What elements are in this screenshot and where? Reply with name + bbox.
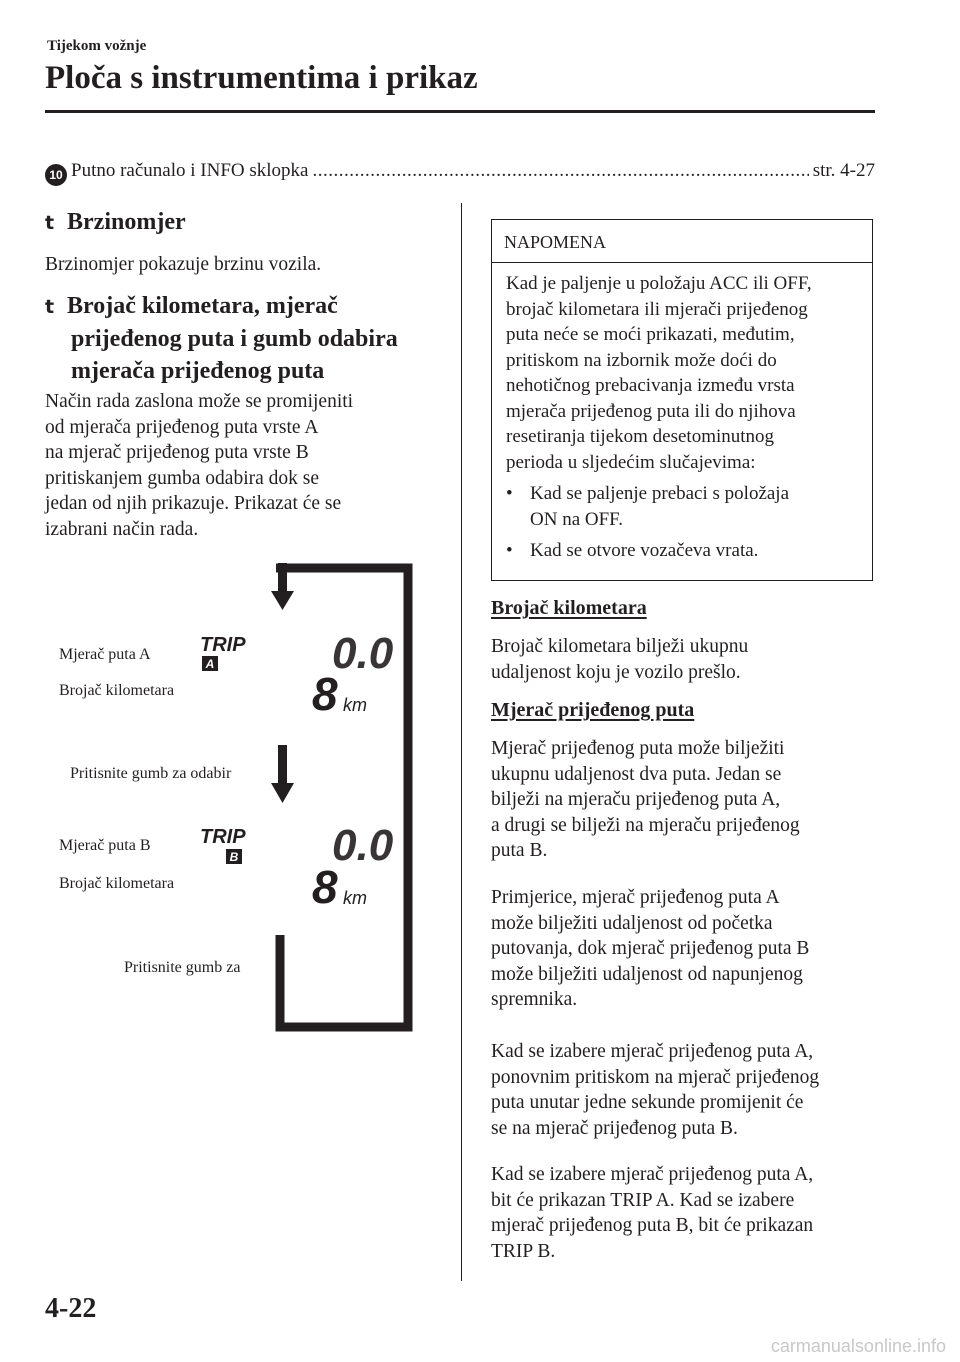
odometer-subhead: Brojač kilometara bbox=[491, 597, 647, 619]
speedometer-heading bbox=[45, 206, 186, 239]
text-line: može bilježiti udaljenost od napunjenog bbox=[491, 963, 803, 985]
note-line: brojač kilometara ili mjerači prijeđenog bbox=[506, 298, 808, 320]
text-line: na mjerač prijeđenog puta vrste B bbox=[45, 442, 309, 463]
text-line: Mjerač prijeđenog puta može bilježiti bbox=[491, 738, 785, 759]
text-line: mjerač prijeđenog puta B, bit će prikazan bbox=[491, 1215, 814, 1236]
trip-b-letter: B bbox=[229, 850, 239, 864]
note-line: resetiranja tijekom desetominutnog bbox=[506, 426, 775, 447]
text-line: Brojač kilometara bilježi ukupnu bbox=[491, 636, 749, 657]
note-bullet-item bbox=[506, 481, 860, 532]
section-bullet-icon: t bbox=[45, 212, 55, 234]
text-line: jedan od njih prikazuje. Prikazat će se bbox=[45, 493, 342, 514]
trip-b-value: 0.0 bbox=[332, 821, 394, 870]
note-body bbox=[492, 263, 872, 564]
section-bullet-icon: t bbox=[45, 296, 55, 318]
speedometer-text: Brzinomjer pokazuje brzinu vozila. bbox=[45, 254, 322, 275]
note-line: puta neće se moći prikazati, međutim, bbox=[506, 324, 795, 345]
note-bullet-text: Kad se otvore vozačeva vrata. bbox=[530, 540, 759, 561]
toc-page-ref: str. 4-27 bbox=[812, 160, 875, 181]
bullet-dot-icon: • bbox=[506, 483, 513, 504]
note-bullet-text: Kad se paljenje prebaci s položaja bbox=[530, 483, 790, 504]
toc-text: Putno računalo i INFO sklopka bbox=[71, 160, 309, 181]
trip-paragraph-1 bbox=[491, 736, 800, 864]
text-line: putovanja, dok mjerač prijeđenog puta B bbox=[491, 938, 810, 959]
trip-a-text: TRIP bbox=[200, 634, 246, 656]
trip-meter-subhead: Mjerač prijeđenog puta bbox=[491, 699, 695, 721]
toc-leader-dots bbox=[312, 160, 808, 182]
label-trip-b: Mjerač puta B bbox=[59, 837, 151, 854]
text-line: a drugi se bilježi na mjeraču prijeđenog bbox=[491, 814, 800, 836]
trip-paragraph-3 bbox=[491, 1039, 819, 1141]
note-box bbox=[491, 219, 873, 581]
text-line: ponovnim pritiskom na mjerač prijeđenog bbox=[491, 1066, 820, 1088]
circled-number-icon: 10 bbox=[45, 164, 67, 186]
text-line: puta unutar jedne sekunde promijenit će bbox=[491, 1092, 804, 1113]
text-line: spremnika. bbox=[491, 989, 578, 1010]
trip-paragraph-2 bbox=[491, 885, 809, 1013]
note-line: perioda u sljedećim slučajevima: bbox=[506, 451, 756, 473]
odometer-heading bbox=[45, 290, 398, 387]
note-bullet-text: ON na OFF. bbox=[530, 508, 623, 530]
odometer-heading-line: mjerača prijeđenog puta bbox=[71, 358, 325, 384]
speedometer-heading-text: Brzinomjer bbox=[67, 209, 186, 235]
text-line: bit će prikazan TRIP A. Kad se izabere bbox=[491, 1189, 795, 1211]
label-press-select: Pritisnite gumb za odabir bbox=[70, 765, 232, 782]
note-line: Kad je paljenje u položaju ACC ili OFF, bbox=[506, 273, 812, 294]
text-line: Kad se izabere mjerač prijeđenog puta A, bbox=[491, 1041, 814, 1062]
label-trip-a: Mjerač puta A bbox=[59, 646, 151, 663]
text-line: se na mjerač prijeđenog puta B. bbox=[491, 1117, 738, 1139]
text-line: ukupnu udaljenost dva puta. Jedan se bbox=[491, 763, 782, 785]
trip-a-letter: A bbox=[205, 657, 215, 671]
text-line: pritiskanjem gumba odabira dok se bbox=[45, 467, 320, 489]
note-line: pritiskom na izbornik može doći do bbox=[506, 349, 777, 371]
odometer-description bbox=[491, 634, 748, 685]
text-line: može bilježiti udaljenost od početka bbox=[491, 912, 773, 934]
text-line: od mjerača prijeđenog puta vrste A bbox=[45, 416, 319, 438]
note-bullet-item bbox=[506, 538, 860, 564]
arrow-down-icon bbox=[271, 745, 294, 803]
page-number: 4-22 bbox=[45, 1293, 97, 1324]
text-line: Primjerice, mjerač prijeđenog puta A bbox=[491, 887, 780, 908]
toc-line bbox=[45, 160, 875, 183]
odometer-2-unit: km bbox=[343, 888, 367, 908]
label-odometer-2: Brojač kilometara bbox=[59, 875, 175, 892]
text-line: puta B. bbox=[491, 840, 548, 861]
title-rule bbox=[45, 110, 875, 113]
odometer-1-digit: 8 bbox=[312, 668, 338, 720]
odometer-heading-line: prijeđenog puta i gumb odabira bbox=[71, 326, 398, 352]
trip-a-value: 0.0 bbox=[332, 629, 394, 678]
trip-b-text: TRIP bbox=[200, 826, 246, 848]
page-title: Ploča s instrumentima i prikaz bbox=[45, 60, 478, 96]
note-line: nehotičnog prebacivanja između vrsta bbox=[506, 375, 795, 396]
odometer-heading-line: Brojač kilometara, mjerač bbox=[67, 293, 338, 319]
trip-paragraph-4 bbox=[491, 1162, 813, 1264]
odometer-1-unit: km bbox=[343, 695, 367, 715]
label-press: Pritisnite gumb za bbox=[124, 959, 241, 976]
display-mode-diagram bbox=[190, 555, 430, 1045]
label-odometer-1: Brojač kilometara bbox=[59, 682, 175, 699]
note-line: mjerača prijeđenog puta ili do njihova bbox=[506, 400, 796, 422]
text-line: Način rada zaslona može se promijeniti bbox=[45, 391, 354, 412]
section-label: Tijekom vožnje bbox=[47, 38, 147, 54]
odometer-paragraph bbox=[45, 389, 353, 542]
text-line: izabrani način rada. bbox=[45, 518, 199, 540]
text-line: udaljenost koju je vozilo prešlo. bbox=[491, 661, 741, 683]
text-line: bilježi na mjeraču prijeđenog puta A, bbox=[491, 789, 781, 810]
text-line: Kad se izabere mjerač prijeđenog puta A, bbox=[491, 1164, 814, 1185]
odometer-2-digit: 8 bbox=[312, 861, 338, 913]
watermark: carmanualsonline.info bbox=[770, 1336, 946, 1356]
note-title: NAPOMENA bbox=[492, 220, 872, 263]
text-line: TRIP B. bbox=[491, 1240, 556, 1262]
column-divider bbox=[461, 203, 462, 1281]
bullet-dot-icon: • bbox=[506, 540, 513, 561]
